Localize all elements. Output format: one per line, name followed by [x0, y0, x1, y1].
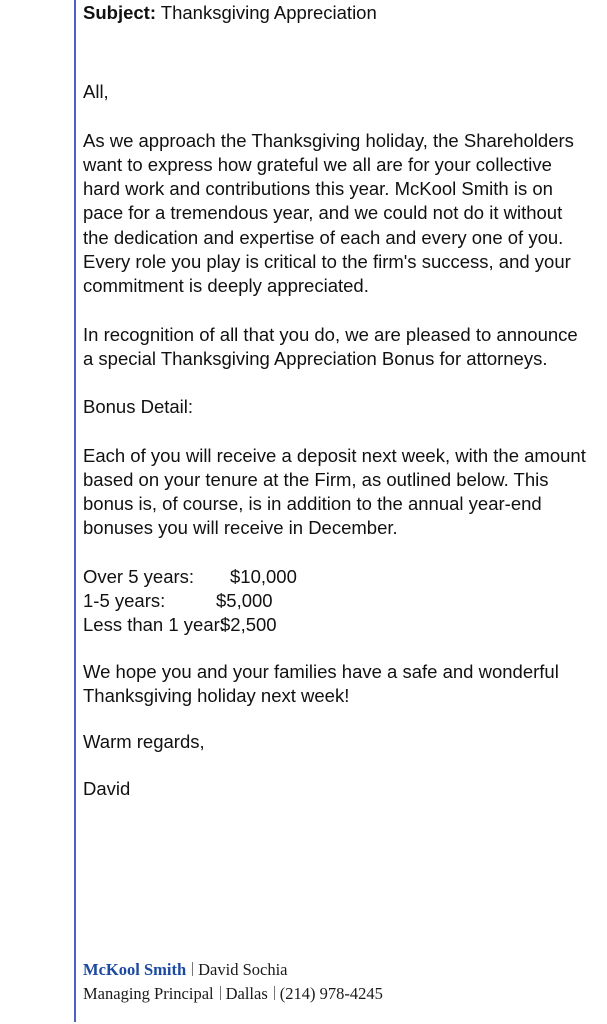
- paragraph-wishes: We hope you and your families have a safe and wonderful Thanksgiving holiday next week!: [83, 660, 559, 706]
- signature-line-2: [83, 982, 383, 1006]
- tier-amount: $10,000: [230, 565, 297, 587]
- separator: [274, 986, 275, 1000]
- firm-name: McKool Smith: [83, 960, 187, 979]
- bonus-detail-heading: Bonus Detail:: [83, 396, 194, 418]
- subject-line: [83, 1, 593, 25]
- paragraph-gratitude: As we approach the Thanksgiving holiday, the Shareholders want to express how grateful we all are for your collective hard work and contributions this year. McKool Smith is on pace for a tremendous year, and we could not do it without the dedication and expertise of each and every one of you. Every role you play is critical to the firm's success, and your commitment is deeply appreciated.: [83, 129, 574, 297]
- tier-label: Over 5 years:: [83, 565, 195, 587]
- signature-line-1: [83, 958, 383, 982]
- paragraph-announcement: In recognition of all that you do, we are pleased to announce a special Thanksgiving Appreciation Bonus for attorneys.: [83, 323, 578, 369]
- bonus-tier-list: [83, 565, 593, 638]
- subject-label: Subject:: [83, 2, 156, 23]
- tier-amount: $5,000: [216, 590, 273, 612]
- bonus-tier-row: [83, 589, 593, 613]
- bonus-tier-row: [83, 613, 593, 637]
- signature-name: David Sochia: [198, 960, 288, 979]
- email-body: [83, 0, 593, 801]
- quote-rule: [74, 0, 76, 1022]
- signature-phone[interactable]: (214) 978-4245: [279, 984, 383, 1003]
- tier-amount: $2,500: [220, 614, 277, 636]
- email-signature: [83, 958, 383, 1006]
- bonus-tier-row: [83, 565, 593, 589]
- sender-name: David: [83, 777, 131, 799]
- separator: [220, 986, 221, 1000]
- closing: Warm regards,: [83, 731, 205, 753]
- signature-title: Managing Principal: [83, 984, 214, 1003]
- greeting: All,: [83, 81, 109, 103]
- tier-label: 1-5 years:: [83, 590, 166, 612]
- signature-city: Dallas: [225, 984, 268, 1003]
- separator: [192, 962, 193, 976]
- paragraph-deposit: Each of you will receive a deposit next week, with the amount based on your tenure at the Firm, as outlined below. This bonus is, of course, is in addition to the annual year-end bonuses you will receive in December.: [83, 444, 586, 539]
- tier-label: Less than 1 year:: [83, 614, 225, 636]
- subject-text: Thanksgiving Appreciation: [155, 2, 377, 23]
